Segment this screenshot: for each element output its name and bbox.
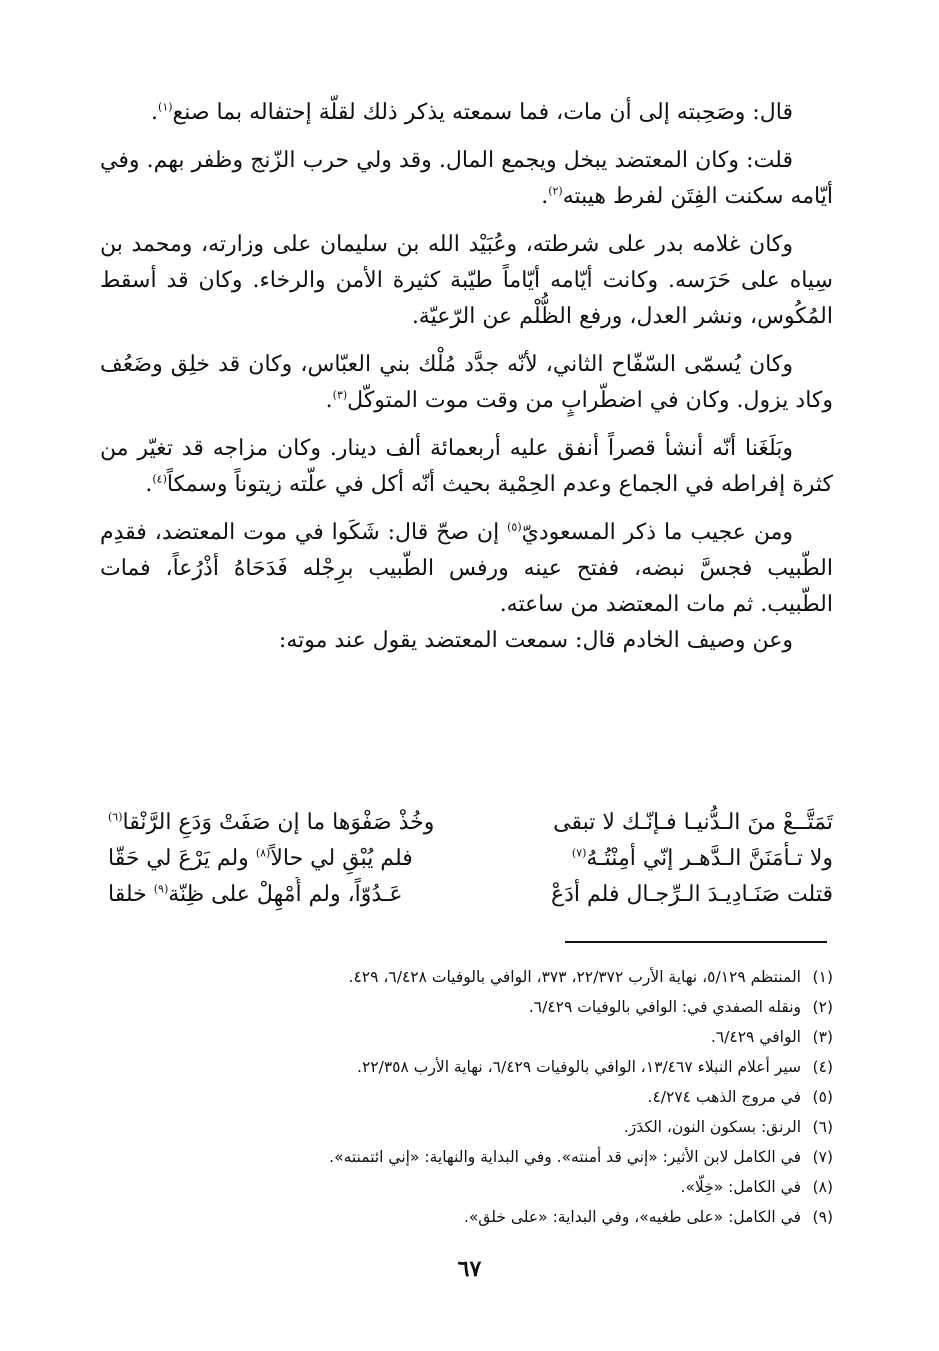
footnote-ref: (٩) xyxy=(153,882,169,896)
paragraph-text: قال: وصَحِبته إلى أن مات، فما سمعته يذكر ذلك لقلّة إحتفاله بما صنع xyxy=(172,100,793,125)
paragraph-text-end: إن صحّ قال: شَكَوا في موت المعتضد، فقدِم الطّبيب فجسَّ نبضه، ففتح عينه ورفس الطّبيب برِجْله فَدَحَاهُ أذْرُعاً، فمات الطّبيب. ثم مات المعتضد من ساعته. xyxy=(100,520,833,617)
paragraph-text: ومن عجيب ما ذكر المسعوديّ xyxy=(521,520,793,545)
paragraph-text: وبَلَغَنا أنّه أنشأ قصراً أنفق عليه أربعمائة ألف دينار. وكان مزاجه قد تغيّر من كثرة إفراطه في الجماع وعدم الحِمْية بحيث أنّه أكل في علّته زيتوناً وسمكاً xyxy=(100,436,833,497)
footnote-ref: (٥) xyxy=(507,520,522,534)
paragraph xyxy=(100,515,833,623)
footnote-ref: (٣) xyxy=(332,388,348,402)
footnote-number: (٩) xyxy=(812,1208,833,1226)
footnote-text: سير أعلام النبلاء ١٣/٤٦٧، الوافي بالوفيات ٦/٤٢٩، نهاية الأرب ٢٢/٣٥٨. xyxy=(357,1058,801,1076)
footnote-text: الرنق: بسكون النون، الكدَرَ. xyxy=(623,1118,801,1136)
hemistich-text: ولا تـأمَنَنَّ الـدَّهـر إنّي أمِنْتُـهُ xyxy=(586,846,833,871)
footnote xyxy=(140,1112,833,1142)
footnote xyxy=(140,1172,833,1202)
poem-second-hemistich xyxy=(108,841,463,877)
page-number: ٦٧ xyxy=(457,1256,482,1282)
footnote xyxy=(140,1052,833,1082)
body-text xyxy=(100,95,833,659)
footnote-number: (٤) xyxy=(812,1058,833,1076)
footnote-number: (٣) xyxy=(812,1028,833,1046)
hemistich-text: وخُذْ صَفْوَها ما إن صَفَتْ وَدَعِ الرَّنْقا xyxy=(122,810,435,835)
poem xyxy=(108,805,833,913)
paragraph-text-end: . xyxy=(541,184,549,209)
paragraph-text-end: . xyxy=(151,100,159,125)
paragraph-text-end: . xyxy=(325,388,333,413)
footnote-text: الوافي ٦/٤٢٩. xyxy=(710,1028,801,1046)
paragraph xyxy=(100,227,833,335)
footnote-ref: (٤) xyxy=(152,472,167,486)
footnote-text: في الكامل لابن الأثير: «إني قد أمنته». وفي البداية والنهاية: «إني ائتمنته». xyxy=(329,1148,801,1166)
footnote xyxy=(140,1082,833,1112)
paragraph-text: وكان يُسمّى السّفّاح الثاني، لأنّه جدَّد مُلْك بني العبّاس، وكان قد خلِق وضَعُف وكاد يزول. وكان في اضطّرابٍ من وقت موت المتوكّل xyxy=(100,352,833,413)
poem-second-hemistich xyxy=(108,805,463,841)
footnote xyxy=(140,1142,833,1172)
footnote-text: المنتظم ٥/١٢٩، نهاية الأرب ٢٢/٣٧٢، ٣٧٣، الوافي بالوفيات ٦/٤٢٨، ٤٢٩. xyxy=(348,968,801,986)
footnote xyxy=(140,962,833,992)
footnote xyxy=(140,1022,833,1052)
footnote xyxy=(140,1202,833,1232)
poem-line xyxy=(108,805,833,841)
footnotes xyxy=(140,962,833,1232)
paragraph-text: قلت: وكان المعتضد يبخل ويجمع المال. وقد ولي حرب الزّنج وظفر بهم. وفي أيّامه سكنت الفِتَن لفرط هيبته xyxy=(100,148,833,209)
footnote xyxy=(140,992,833,1022)
poem-first-hemistich xyxy=(478,841,833,877)
poem-first-hemistich: تَمَتَّــعْ منَ الـدُّنيـا فـإنّـك لا تبقى xyxy=(553,810,833,835)
poem-second-hemistich xyxy=(108,877,463,913)
footnote-ref: (١) xyxy=(158,100,173,114)
hemistich-text-tail: خلقا xyxy=(108,882,154,907)
footnote-ref: (٢) xyxy=(548,184,563,198)
footnote-text: في مروج الذهب ٤/٢٧٤. xyxy=(647,1088,801,1106)
footnote-text: ونقله الصفدي في: الوافي بالوفيات ٦/٤٢٩. xyxy=(528,998,801,1016)
footnote-text: في الكامل: «خِلّا». xyxy=(680,1178,801,1196)
hemistich-text: عَـدُوّاً، ولم أُمْهِلْ على ظِنّة xyxy=(168,882,403,907)
paragraph xyxy=(100,623,833,659)
footnote-divider xyxy=(565,941,827,943)
paragraph xyxy=(100,347,833,419)
footnote-number: (١) xyxy=(812,968,833,986)
paragraph xyxy=(100,143,833,215)
hemistich-text-tail: ولم يَرْعَ لي حَقّا xyxy=(108,846,256,871)
footnote-number: (٧) xyxy=(812,1148,833,1166)
footnote-ref: (٦) xyxy=(108,810,123,824)
paragraph-text: وعن وصيف الخادم قال: سمعت المعتضد يقول عند موته: xyxy=(278,628,793,653)
poem-line xyxy=(108,841,833,877)
footnote-text: في الكامل: «على طغيه»، وفي البداية: «على خلق». xyxy=(463,1208,801,1226)
poem-line xyxy=(108,877,833,913)
poem-first-hemistich: قتلت صَنَـادِيـدَ الـرِّجـال فلم أدَعْ xyxy=(550,882,833,907)
paragraph xyxy=(100,95,833,131)
footnote-number: (٢) xyxy=(812,998,833,1016)
footnote-number: (٦) xyxy=(812,1118,833,1136)
footnote-number: (٨) xyxy=(812,1178,833,1196)
hemistich-text: فلم يُبْقِ لي حالاً xyxy=(270,846,413,871)
footnote-ref: (٨) xyxy=(255,846,271,860)
paragraph xyxy=(100,431,833,503)
paragraph-text-end: . xyxy=(145,472,153,497)
footnote-number: (٥) xyxy=(812,1088,833,1106)
footnote-ref: (٧) xyxy=(571,846,587,860)
paragraph-text: وكان غلامه بدر على شرطته، وعُبَيْد الله بن سليمان على وزارته، ومحمد بن سِياه على حَرَسه. وكانت أيّامه أيّاماً طيّبة كثيرة الأمن والرخاء. وكان قد أسقط المُكُوس، ونشر العدل، ورفع الظُّلْم عن الرّعيّة. xyxy=(100,232,833,329)
